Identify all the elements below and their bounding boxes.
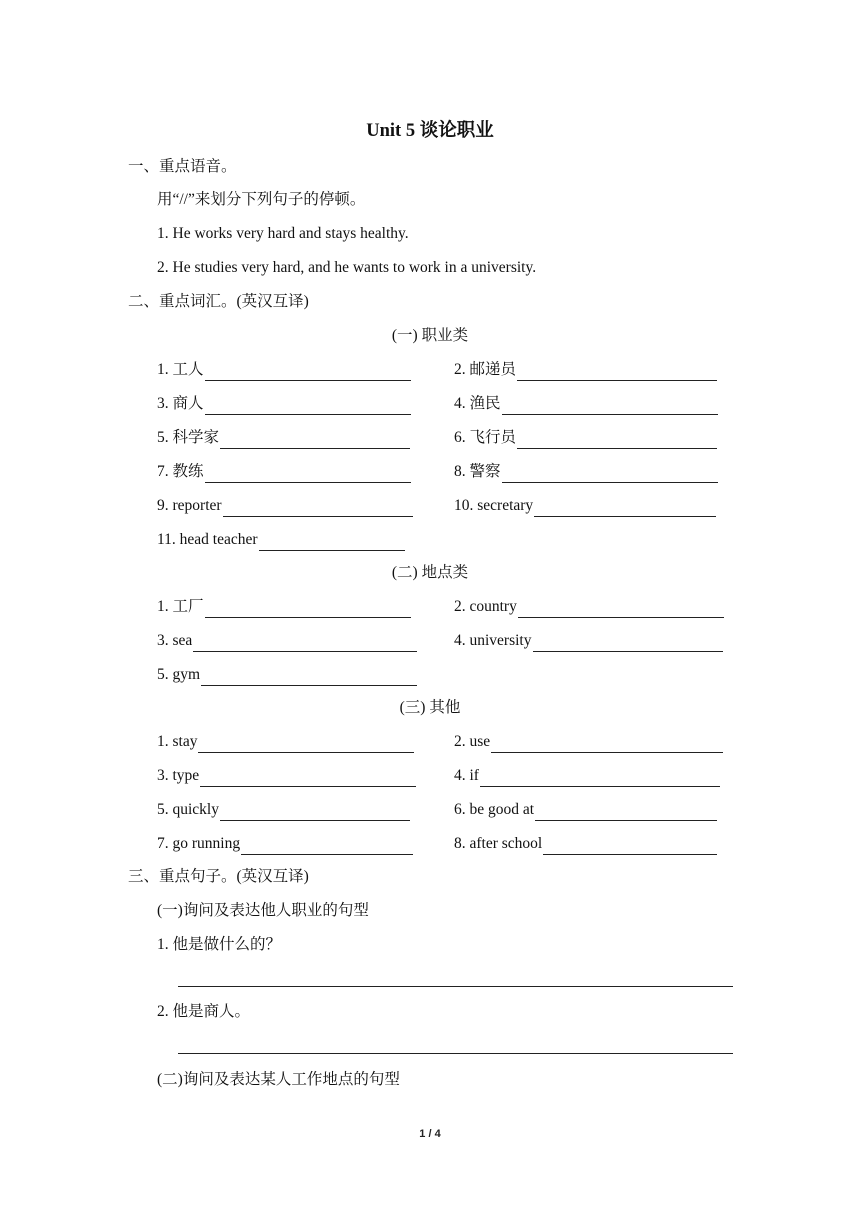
vocab-item: [157, 359, 411, 381]
page-title: Unit 5 谈论职业: [366, 121, 494, 141]
vocab-label: 4. if: [454, 767, 479, 784]
vocab-label: 2. use: [454, 733, 491, 750]
group-1-title: (一) 职业类: [391, 327, 469, 344]
vocab-label: 3. 商人: [157, 395, 204, 412]
question-2: 2. 他是商人。: [157, 1003, 251, 1020]
vocab-label: 4. 渔民: [454, 395, 501, 412]
answer-blank[interactable]: [517, 363, 717, 381]
subsection-2-heading: (二)询问及表达某人工作地点的句型: [157, 1071, 400, 1088]
vocab-item: [454, 427, 717, 449]
answer-blank[interactable]: [533, 634, 723, 652]
answer-blank[interactable]: [502, 465, 718, 483]
vocab-item: [157, 461, 411, 483]
page-number: 1 / 4: [419, 1128, 441, 1140]
vocab-item: [454, 630, 723, 652]
vocab-label: 3. type: [157, 767, 200, 784]
vocab-item: [454, 833, 717, 855]
answer-blank[interactable]: [502, 397, 718, 415]
answer-line-2[interactable]: [178, 1053, 733, 1054]
question-1: 1. 他是做什么的？: [157, 936, 282, 953]
section-1-instruction: 用“//”来划分下列句子的停顿。: [157, 191, 366, 208]
vocab-item: [454, 799, 717, 821]
vocab-label: 10. secretary: [454, 497, 534, 514]
sentence-1: 1. He works very hard and stays healthy.: [157, 225, 409, 242]
answer-blank[interactable]: [534, 499, 716, 517]
vocab-item: [454, 596, 724, 618]
vocab-label: 6. be good at: [454, 801, 535, 818]
answer-blank[interactable]: [517, 431, 717, 449]
answer-blank[interactable]: [193, 634, 417, 652]
vocab-label: 7. go running: [157, 835, 241, 852]
vocab-label: 1. stay: [157, 733, 198, 750]
answer-blank[interactable]: [201, 668, 417, 686]
vocab-label: 3. sea: [157, 632, 193, 649]
vocab-item: [454, 765, 720, 787]
answer-blank[interactable]: [535, 803, 717, 821]
answer-blank[interactable]: [205, 600, 411, 618]
vocab-item: [157, 731, 414, 753]
group-2-title: (二) 地点类: [391, 564, 469, 581]
answer-blank[interactable]: [205, 397, 411, 415]
answer-blank[interactable]: [259, 533, 405, 551]
answer-blank[interactable]: [198, 735, 414, 753]
vocab-label: 11. head teacher: [157, 531, 258, 548]
answer-blank[interactable]: [205, 465, 411, 483]
answer-blank[interactable]: [518, 600, 724, 618]
vocab-label: 2. 邮递员: [454, 361, 517, 378]
vocab-item: [454, 731, 723, 753]
vocab-item: [157, 664, 417, 686]
subsection-1-heading: (一)询问及表达他人职业的句型: [157, 902, 369, 919]
vocab-item: [157, 393, 411, 415]
vocab-label: 1. 工厂: [157, 598, 204, 615]
answer-blank[interactable]: [200, 769, 416, 787]
vocab-item: [454, 461, 718, 483]
vocab-label: 6. 飞行员: [454, 429, 517, 446]
answer-blank[interactable]: [543, 837, 717, 855]
answer-blank[interactable]: [480, 769, 720, 787]
vocab-label: 5. 科学家: [157, 429, 220, 446]
answer-blank[interactable]: [491, 735, 723, 753]
vocab-item: [157, 765, 416, 787]
answer-blank[interactable]: [220, 803, 410, 821]
vocab-label: 5. gym: [157, 666, 201, 683]
vocab-label: 1. 工人: [157, 361, 204, 378]
vocab-item: [157, 427, 410, 449]
vocab-item: [157, 799, 410, 821]
vocab-item: [157, 529, 405, 551]
vocab-item: [157, 596, 411, 618]
vocab-label: 5. quickly: [157, 801, 219, 818]
section-2-heading: 二、重点词汇。(英汉互译): [128, 293, 309, 310]
vocab-label: 9. reporter: [157, 497, 222, 514]
vocab-label: 7. 教练: [157, 463, 204, 480]
answer-blank[interactable]: [241, 837, 413, 855]
group-3-title: (三) 其他: [399, 699, 461, 716]
vocab-item: [157, 495, 413, 517]
answer-blank[interactable]: [220, 431, 410, 449]
vocab-item: [454, 359, 717, 381]
sentence-2: 2. He studies very hard, and he wants to work in a university.: [157, 259, 537, 276]
section-1-heading: 一、重点语音。: [128, 158, 237, 175]
section-3-heading: 三、重点句子。(英汉互译): [128, 868, 309, 885]
vocab-item: [157, 833, 413, 855]
vocab-item: [454, 495, 716, 517]
vocab-item: [454, 393, 718, 415]
vocab-label: 8. 警察: [454, 463, 501, 480]
vocab-item: [157, 630, 417, 652]
answer-line-1[interactable]: [178, 986, 733, 987]
vocab-label: 4. university: [454, 632, 532, 649]
answer-blank[interactable]: [205, 363, 411, 381]
vocab-label: 8. after school: [454, 835, 543, 852]
vocab-label: 2. country: [454, 598, 517, 615]
answer-blank[interactable]: [223, 499, 413, 517]
